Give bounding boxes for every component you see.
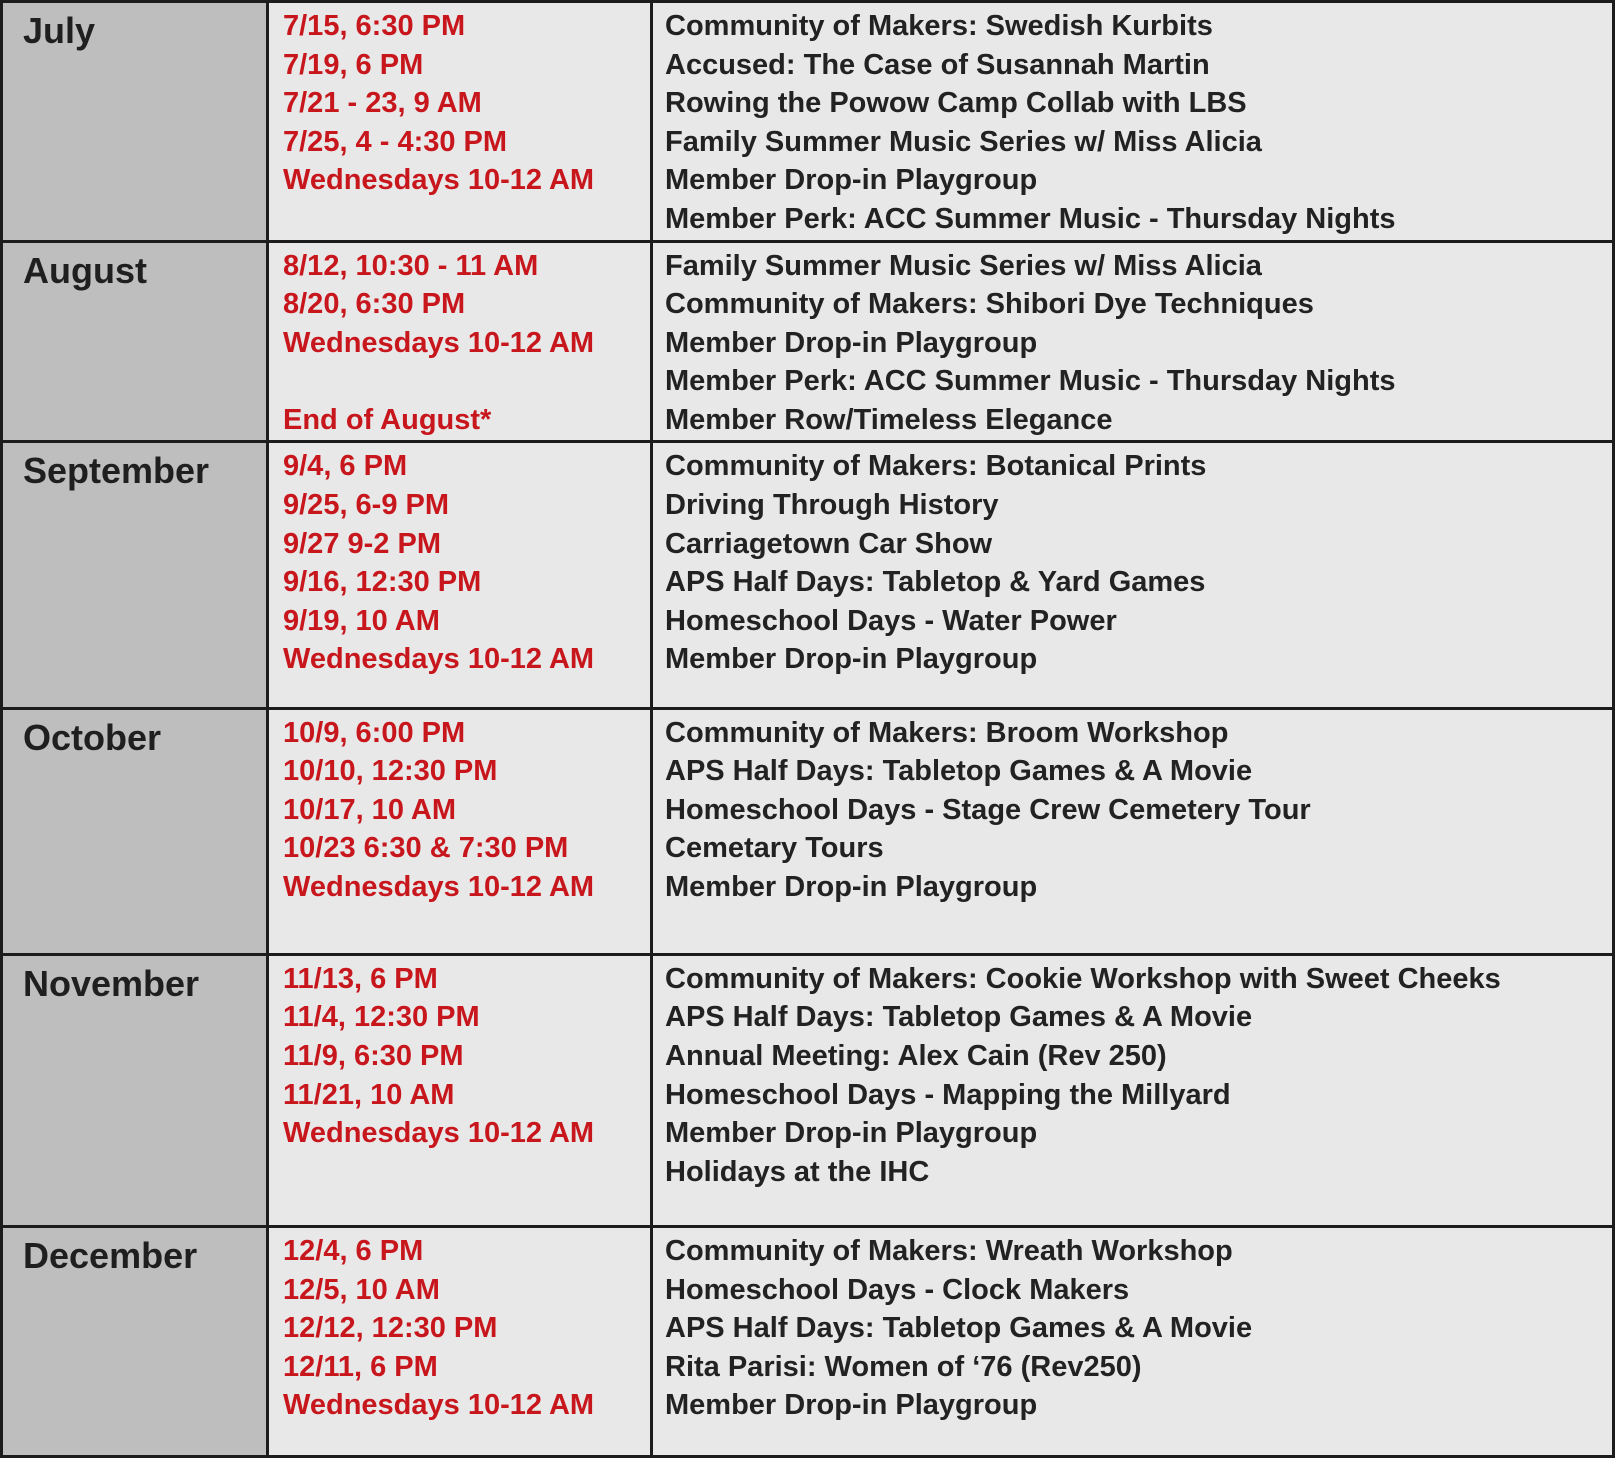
event-date: 7/25, 4 - 4:30 PM: [283, 125, 508, 158]
month-row-november: [2, 954, 1614, 1226]
events-cell: [652, 954, 1614, 1226]
month-name: November: [23, 962, 200, 1004]
event-title: Community of Makers: Swedish Kurbits: [665, 10, 1213, 42]
month-name: December: [23, 1234, 198, 1276]
event-title: Community of Makers: Botanical Prints: [665, 450, 1207, 483]
dates-cell: [268, 2, 652, 242]
event-date: 8/20, 6:30 PM: [283, 288, 466, 321]
month-cell: [2, 241, 268, 442]
dates-cell: [268, 954, 652, 1226]
events-cell: [652, 2, 1614, 242]
event-date: 12/5, 10 AM: [283, 1273, 440, 1306]
event-date: 12/12, 12:30 PM: [283, 1312, 498, 1345]
event-title: Member Drop-in Playgroup: [665, 871, 1038, 904]
event-date: 9/4, 6 PM: [283, 450, 408, 483]
event-title: Annual Meeting: Alex Cain (Rev 250): [665, 1039, 1167, 1072]
event-date: 10/23 6:30 & 7:30 PM: [283, 832, 569, 865]
events-cell: [652, 1226, 1614, 1456]
event-date: 11/9, 6:30 PM: [283, 1039, 464, 1072]
event-date: Wednesdays 10-12 AM: [283, 1117, 595, 1150]
event-title: Family Summer Music Series w/ Miss Alicia: [665, 249, 1262, 282]
event-date: [269, 1153, 650, 1192]
event-title: Member Perk: ACC Summer Music - Thursday Nights: [665, 365, 1396, 398]
event-date: [269, 200, 650, 239]
event-title: Rowing the Powow Camp Collab with LBS: [665, 87, 1247, 120]
event-date: 10/9, 6:00 PM: [283, 716, 466, 749]
event-title: Cemetary Tours: [665, 832, 884, 865]
event-title: APS Half Days: Tabletop & Yard Games: [665, 566, 1206, 599]
event-title: Member Drop-in Playgroup: [665, 164, 1038, 197]
event-date: Wednesdays 10-12 AM: [283, 164, 595, 197]
event-title: Family Summer Music Series w/ Miss Alicia: [665, 125, 1262, 158]
month-cell: [2, 708, 268, 954]
event-date: End of August*: [283, 404, 492, 436]
month-name: July: [23, 10, 96, 51]
month-row-december: [2, 1226, 1614, 1456]
event-title: APS Half Days: Tabletop Games & A Movie: [665, 1312, 1253, 1345]
event-date: 7/19, 6 PM: [283, 48, 424, 81]
event-title: Member Perk: ACC Summer Music - Thursday Nights: [665, 202, 1396, 235]
event-title: APS Half Days: Tabletop Games & A Movie: [665, 755, 1253, 788]
event-title: Member Row/Timeless Elegance: [665, 404, 1113, 436]
event-title: Holidays at the IHC: [665, 1155, 930, 1188]
dates-cell: [268, 241, 652, 442]
event-date: Wednesdays 10-12 AM: [283, 326, 595, 359]
event-title: Homeschool Days - Clock Makers: [665, 1273, 1130, 1306]
event-title: Community of Makers: Wreath Workshop: [665, 1234, 1233, 1267]
events-cell: [652, 241, 1614, 442]
dates-cell: [268, 1226, 652, 1456]
event-title: Community of Makers: Cookie Workshop with Sweet Cheeks: [665, 962, 1501, 995]
dates-cell: [268, 442, 652, 708]
event-title: Carriagetown Car Show: [665, 527, 993, 560]
event-title: Member Drop-in Playgroup: [665, 1389, 1038, 1422]
event-title: Accused: The Case of Susannah Martin: [665, 48, 1210, 81]
event-date: 11/21, 10 AM: [283, 1078, 455, 1111]
event-date: [269, 362, 650, 401]
event-title: Member Drop-in Playgroup: [665, 326, 1038, 359]
event-title: Homeschool Days - Mapping the Millyard: [665, 1078, 1231, 1111]
event-date: 11/4, 12:30 PM: [283, 1001, 480, 1034]
event-title: APS Half Days: Tabletop Games & A Movie: [665, 1001, 1253, 1034]
event-date: 12/4, 6 PM: [283, 1234, 424, 1267]
month-cell: [2, 1226, 268, 1456]
event-title: Community of Makers: Shibori Dye Techniques: [665, 288, 1314, 321]
month-cell: [2, 2, 268, 242]
month-cell: [2, 442, 268, 708]
events-cell: [652, 708, 1614, 954]
month-row-august: [2, 241, 1614, 442]
event-date: Wednesdays 10-12 AM: [283, 871, 595, 904]
event-date: 11/13, 6 PM: [283, 962, 438, 995]
event-date: 7/21 - 23, 9 AM: [283, 87, 482, 120]
event-date: 9/25, 6-9 PM: [283, 489, 450, 522]
month-name: October: [23, 716, 162, 758]
event-date: Wednesdays 10-12 AM: [283, 1389, 595, 1422]
event-date: 10/17, 10 AM: [283, 793, 457, 826]
event-date: 9/19, 10 AM: [283, 604, 440, 637]
event-date: 7/15, 6:30 PM: [283, 10, 466, 42]
event-date: 12/11, 6 PM: [283, 1350, 438, 1383]
month-cell: [2, 954, 268, 1226]
event-date: 10/10, 12:30 PM: [283, 755, 498, 788]
month-name: August: [23, 249, 147, 291]
event-title: Driving Through History: [665, 489, 999, 522]
month-row-july: [2, 2, 1614, 242]
event-title: Homeschool Days - Water Power: [665, 604, 1117, 637]
event-date: 8/12, 10:30 - 11 AM: [283, 249, 539, 282]
month-row-october: [2, 708, 1614, 954]
dates-cell: [268, 708, 652, 954]
event-title: Community of Makers: Broom Workshop: [665, 716, 1229, 749]
event-date: 9/27 9-2 PM: [283, 527, 441, 560]
event-title: Homeschool Days - Stage Crew Cemetery Tour: [665, 793, 1311, 826]
month-row-september: [2, 442, 1614, 708]
month-name: September: [23, 450, 210, 492]
event-title: Member Drop-in Playgroup: [665, 1117, 1038, 1150]
event-title: Rita Parisi: Women of ‘76 (Rev250): [665, 1350, 1142, 1383]
event-date: Wednesdays 10-12 AM: [283, 643, 595, 676]
event-date: 9/16, 12:30 PM: [283, 566, 482, 599]
event-title: Member Drop-in Playgroup: [665, 643, 1038, 676]
events-cell: [652, 442, 1614, 708]
